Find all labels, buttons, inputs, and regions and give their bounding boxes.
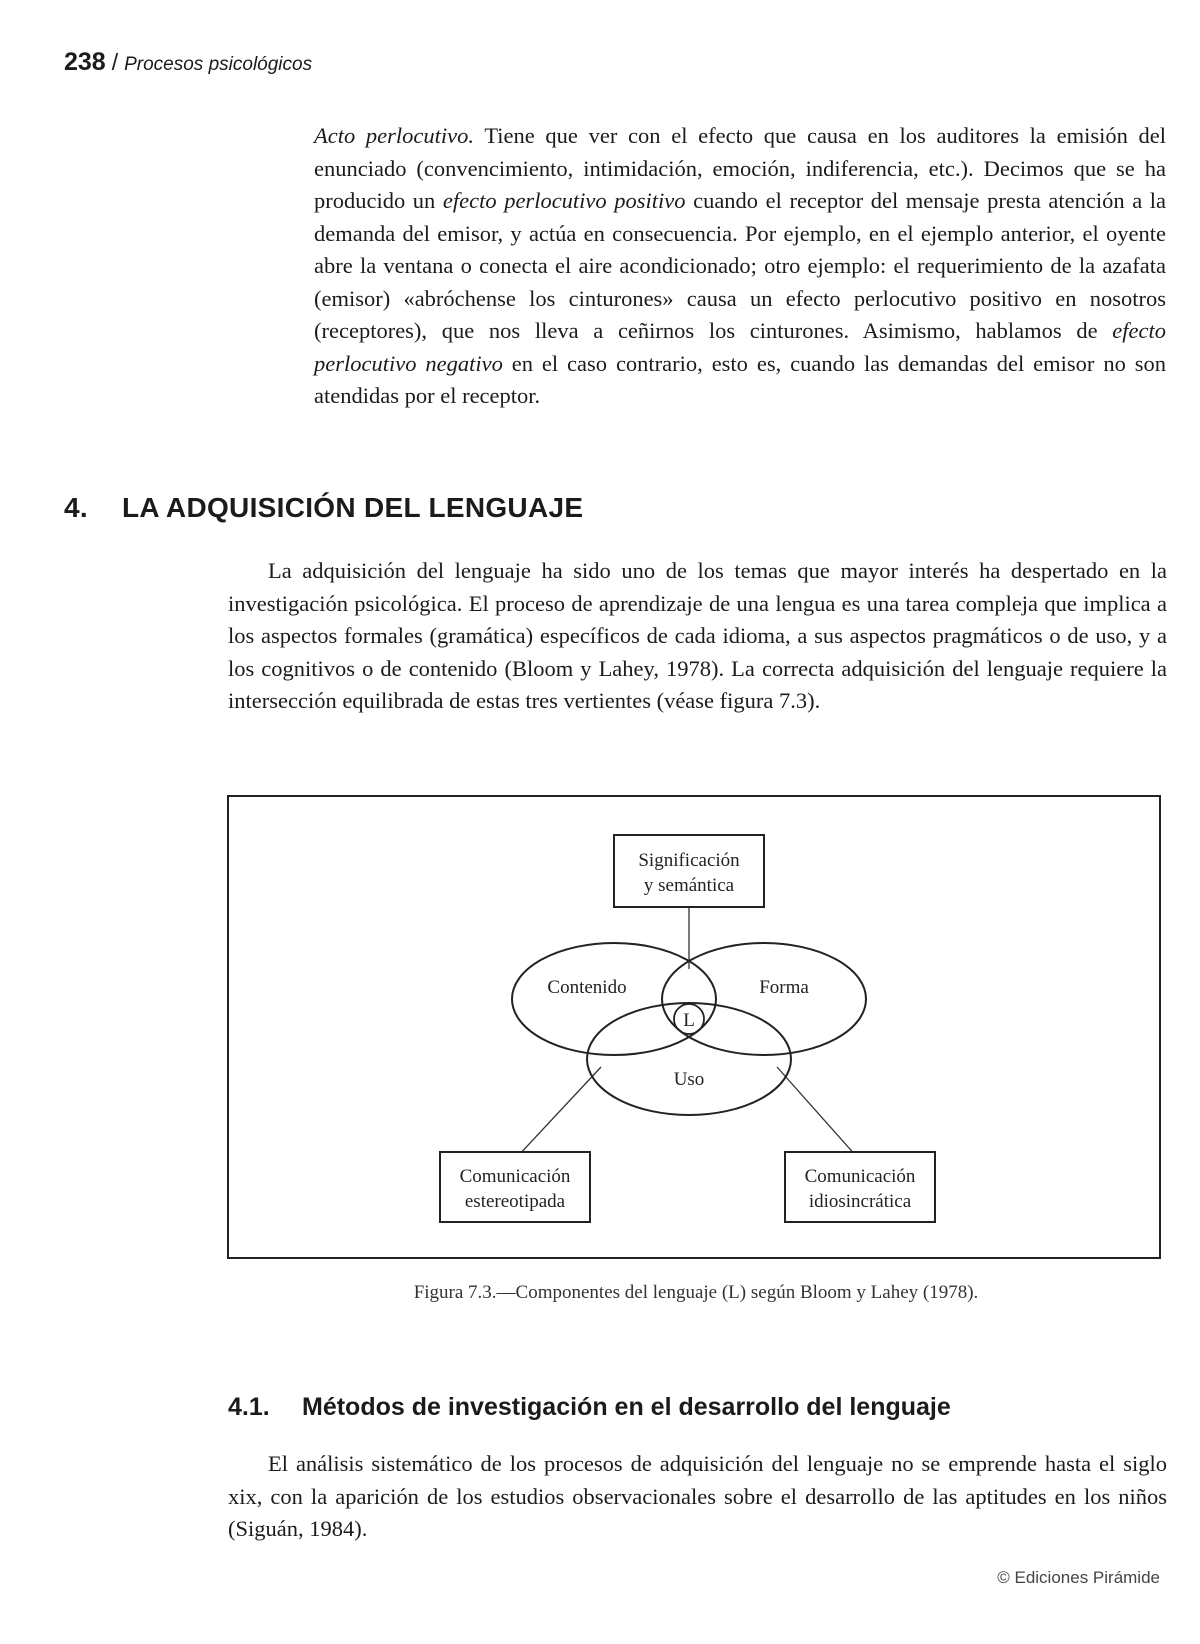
running-header xyxy=(64,48,312,77)
publisher-footer: © Ediciones Pirámide xyxy=(997,1568,1160,1587)
label-l: L xyxy=(683,1010,695,1031)
box-right-line2: idiosincrática xyxy=(808,1191,912,1212)
box-significacion-line2: y semántica xyxy=(643,875,735,896)
section-number: 4. xyxy=(64,492,88,523)
text-segment: en el caso contrario, esto es, cuando las demandas del emisor no son atendidas por el receptor. xyxy=(314,350,1166,408)
header-separator: / xyxy=(111,49,119,75)
box-significacion xyxy=(614,835,764,907)
box-left-line1: Comunicación xyxy=(459,1166,571,1187)
connector-right xyxy=(777,1067,857,1157)
figure-7-3 xyxy=(227,795,1161,1259)
subsection-title: Métodos de investigación en el desarrollo del lenguaje xyxy=(302,1393,951,1421)
text-segment: cuando el receptor del mensaje presta atención a la demanda del emisor, y actúa en consecuencia. Por ejemplo, en el ejemplo anterior, el oyente abre la ventana o conecta el aire acondicionado; otro ejemplo: el requerimiento de la azafata (emisor) «abróchense los cinturones» causa un efecto perlocutivo positivo en nosotros (receptores), que nos lleva a ceñirnos los cinturones. Asimismo, hablamos de xyxy=(314,188,1166,343)
page-number: 238 xyxy=(64,48,106,76)
circle-forma xyxy=(662,943,866,1055)
figure-caption: Figura 7.3.—Componentes del lenguaje (L) según Bloom y Lahey (1978). xyxy=(413,1282,979,1303)
text-segment: Tiene que ver con el efecto que causa en los auditores la emisión del enunciado (convencimiento, intimidación, emoción, indiferencia, etc.). Decimos que se ha producido un xyxy=(314,123,1167,213)
subsection-number: 4.1. xyxy=(228,1393,270,1421)
subsection-heading xyxy=(228,1393,951,1422)
box-right-line1: Comunicación xyxy=(804,1166,916,1187)
label-uso: Uso xyxy=(673,1069,705,1090)
label-contenido: Contenido xyxy=(547,977,627,998)
paragraph-research-methods: El análisis sistemático de los procesos de adquisición del lenguaje no se emprende hasta el siglo xix, con la aparición de los estudios observacionales sobre el desarrollo de las aptitudes en los niños (Siguán, 1984). xyxy=(228,1451,1167,1541)
venn-diagram xyxy=(229,797,1159,1257)
label-forma: Forma xyxy=(759,977,809,998)
box-left-line2: estereotipada xyxy=(464,1191,566,1212)
section-heading xyxy=(64,492,583,524)
circle-contenido xyxy=(512,943,716,1055)
paragraph-acto-perlocutivo xyxy=(314,120,1166,413)
running-title: Procesos psicológicos xyxy=(124,54,313,75)
box-significacion-line1: Significación xyxy=(638,850,740,871)
emphasis-negative-effect: efecto perlocutivo negativo xyxy=(314,318,1166,376)
connector-left xyxy=(517,1067,601,1157)
term-acto-perlocutivo: Acto perlocutivo. xyxy=(314,123,475,148)
paragraph-language-acquisition: La adquisición del lenguaje ha sido uno de los temas que mayor interés ha despertado en la investigación psicológica. El proceso de aprendizaje de una lengua es una tarea compleja que implica a los aspectos formales (gramática) específicos de cada idioma, a sus aspectos pragmáticos o de uso, y a los cognitivos o de contenido (Bloom y Lahey, 1978). La correcta adquisición del lenguaje requiere la intersección equilibrada de estas tres vertientes (véase figura 7.3). xyxy=(228,558,1167,713)
section-title: LA ADQUISICIÓN DEL LENGUAJE xyxy=(122,492,584,523)
emphasis-positive-effect: efecto perlocutivo positivo xyxy=(442,188,686,213)
